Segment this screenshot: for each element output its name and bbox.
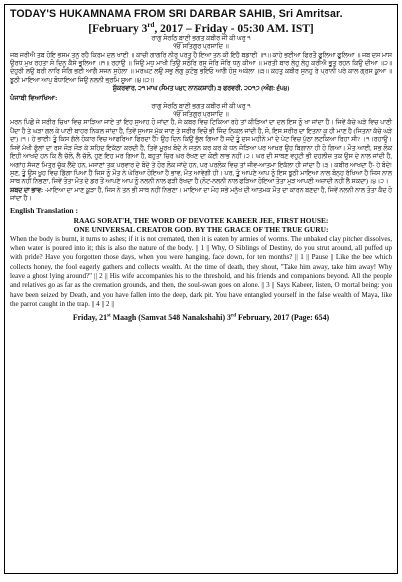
english-translation-text: When the body is burnt, it turns to ashes; if it is not cremated, then it is eaten by armies of worms. The unbaked clay pitcher dissolves, when water is poured into it; this is also the nature of the body. || 1 || Why, O Siblings of Destiny, do you strut around, all puffed up with pride? Have you forgotten those days, when you were hanging, face down, for ten months? || 1 || Pause || Like the bee which collects honey, the fool eagerly gathers and collects wealth. At the time of death, they shout, "Take him away, take him away! Why leave a ghost lying around?" || 2 || His wife accompanies his to the threshold, and his friends and companions beyond. All the people and relatives go as far as the cremation grounds, and then, the soul-swan goes on alone. || 3 || Says Kabeer, listen, O mortal being: you have been seized by Death, and you have fallen into the deep, dark pit. You have entangled yourself in the false wealth of Maya, like the parrot caught in the trap. || 4 || 2 || [10, 234, 392, 308]
date-superscript: rd [147, 21, 155, 29]
date-prefix: [February 3 [88, 22, 148, 35]
page-title: TODAY'S HUKAMNAMA FROM SRI DARBAR SAHIB, Sri Amritsar. [10, 8, 343, 20]
footer-date-line [5, 313, 397, 322]
english-raag-heading: RAAG SORAT'H, THE WORD OF DEVOTEE KABEER JEE, FIRST HOUSE: [73, 215, 329, 225]
footer-prefix: Friday, 21 [72, 313, 108, 323]
punjabi-explanation-text: ਮਰਨ ਪਿਛੋਂ ਜੇ ਸਰੀਰ ਚਿਖਾ ਵਿਚ ਸਾੜਿਆ ਜਾਏ ਤਾਂ ਇਹ ਸੁਆਹ ਹੋ ਜਾਂਦਾ ਹੈ, ਜੇ ਕਬਰ ਵਿਚ ਟਿਕਿਆ ਰਹੇ ਤਾਂ ਕੀੜਿਆਂ ਦਾ ਦਲ ਇਸ ਨੂੰ ਖਾ ਜਾਂਦਾ ਹੈ। ਜਿਵੇਂ ਕੱਚੇ ਘੜੇ ਵਿਚ ਪਾਣੀ ਪੈਂਦਾ ਹੈ ਤੇ ਘੜਾ ਗਲ ਕੇ ਪਾਣੀ ਬਾਹਰ ਨਿਕਲ ਜਾਂਦਾ ਹੈ, ਤਿਵੇਂ ਸੁਆਸ ਮੁੱਕ ਜਾਣ ਤੇ ਸਰੀਰ ਵਿਚੋਂ ਭੀ ਜਿੰਦ ਨਿਕਲ ਜਾਂਦੀ ਹੈ, ਸੋ, ਇਸ ਸਰੀਰ ਦਾ ਇਤਨਾ ਕੁ ਹੀ ਮਾਣ ਹੈ (ਜਿਤਨਾ ਕੱਚੇ ਘੜੇ ਦਾ)।੧। ਹੇ ਭਾਈ! ਤੂੰ ਕਿਸ ਗੱਲੇ ਹੰਕਾਰ ਵਿਚ ਆਫਰਿਆ ਫਿਰਦਾ ਹੈਂ? ਉਹ ਦਿਨ ਕਿਉਂ ਭੁੱਲ ਗਿਆ ਹੈਂ ਜਦੋਂ ਤੂੰ ਦਸ ਮਹੀਨੇ ਮਾਂ ਦੇ ਪੇਟ ਵਿਚ ਪੁੱਠਾ ਲਟਕਿਆ ਰਿਹਾ ਸੀ? ।੧।ਰਹਾਉ। ਜਿਵੇਂ ਮੱਖੀ ਫੁੱਲਾਂ ਦਾ ਰਸ ਜੋੜ ਜੋੜ ਕੇ ਸ਼ਹਿਦ ਇਕੱਠਾ ਕਰਦੀ ਹੈ, ਤਿਵੇਂ ਮੂਰਖ ਬੰਦੇ ਨੇ ਜਤਨ ਕਰ ਕਰ ਕੇ ਧਨ ਜੋੜਿਆ ਪਰ ਆਖ਼ਰ ਉਹ ਬਿਗਾਨਾ ਹੀ ਹੋ ਗਿਆ। ਮੌਤ ਆਈ, ਸਭ ਲੋਕ ਇਹੀ ਆਖਦੇ ਹਨ ਕਿ ਲੈ ਚੱਲੋ, ਲੈ ਚੱਲੋ, ਹੁਣ ਇਹ ਮਰ ਗਿਆ ਹੈ, ਬਹੁਤਾ ਚਿਰ ਘਰ ਰੱਖਣ ਦਾ ਕੋਈ ਲਾਭ ਨਹੀਂ।੨। ਘਰ ਦੀ ਸਾਥਣ ਵਹੁਟੀ ਭੀ ਦਹਲੀਜ਼ ਤਕ ਉਸ ਦੇ ਨਾਲ ਜਾਂਦੀ ਹੈ, ਅਗਾਂਹ ਸੱਜਣ ਮਿਤ੍ਰ ਚੁੱਕ ਲੈਂਦੇ ਹਨ, ਮਸਾਣਾਂ ਤਕ ਪਰਵਾਰ ਦੇ ਬੰਦੇ ਤੇ ਹੋਰ ਲੋਕ ਜਾਂਦੇ ਹਨ, ਪਰ ਪਰਲੋਕ ਵਿਚ ਤਾਂ ਜੀਵ-ਆਤਮਾ ਇਕੱਲਾ ਹੀ ਜਾਂਦਾ ਹੈ।੩। ਕਬੀਰ ਆਖਦਾ ਹੈ- ਹੇ ਬੰਦੇ! ਸੁਣ, ਤੂੰ ਉਸ ਖੂਹ ਵਿਚ ਡਿੱਗਾ ਪਿਆ ਹੈਂ ਜਿਸ ਨੂੰ ਮੌਤ ਨੇ ਘੇਰਿਆ ਹੋਇਆ ਹੈ ਭਾਵ, ਮੌਤ ਆਵੇਗੀ ਹੀ। ਪਰ, ਤੂੰ ਆਪਣੇ ਆਪ ਨੂੰ ਇਸ ਝੂਠੀ ਮਾਇਆ ਨਾਲ ਬੰਨ੍ਹ ਰੱਖਿਆ ਹੈ ਜਿਸ ਨਾਲ ਸਾਥ ਨਹੀਂ ਨਿਭਣਾ, ਜਿਵੇਂ ਤੋਤਾ ਮੌਤ ਦੇ ਡਰ ਤੋਂ ਆਪਣੇ ਆਪ ਨੂੰ ਨਲਨੀ ਨਾਲ ਫੜੀ ਰੱਖਦਾ ਹੈ (ਨੋਟ-ਨਲਨੀ ਨਾਲ ਫੜਿਆ ਹੋਇਆ ਤੋਤਾ ਮੁੜ ਆਪਣੀ ਅਜ਼ਾਦੀ ਨਹੀਂ ਲੈ ਸਕਦਾ)।੪।੨। [10, 119, 392, 186]
footer-suffix: February, 2017 (Page: 654) [236, 313, 330, 323]
shabad-meaning-text: -ਮਾਇਆ ਦਾ ਮਾਣ ਕੂੜਾ ਹੈ, ਜਿਸ ਨੇ ਤਨ ਭੀ ਸਾਥ ਨਹੀਂ ਨਿਭਣਾ। ਮਾਇਆ ਦਾ ਮੋਹ ਸਭੇ ਮਨੁੱਖ ਦੀ ਆਤਮਕ ਮੌਤ ਦਾ ਕਾਰਨ ਬਣਦਾ ਹੈ, ਜਿਵੇਂ ਨਲਨੀ ਨਾਲ ਤੋਤਾ ਕੈਦ ਹੋ ਜਾਂਦਾ ਹੈ। [10, 186, 392, 203]
footer-sup-1: st [107, 313, 111, 319]
gurbani-heading: ਰਾਗੁ ਸੋਰਠਿ ਬਾਣੀ ਭਗਤ ਕਬੀਰ ਜੀ ਕੀ ਘਰੁ ੧ [151, 34, 251, 42]
punjabi-explanation-label: ਪੰਜਾਬੀ ਵਿਆਖਿਆ: [10, 94, 58, 102]
english-translation-label: English Translation : [10, 205, 79, 215]
shabad-meaning-label: ਸ਼ਬਦ ਦਾ ਭਾਵ: [10, 186, 44, 194]
english-onkar-heading: ONE UNIVERSAL CREATOR GOD. BY THE GRACE OF THE TRUE GURU: [73, 225, 329, 235]
punjabi-explanation-heading: ਰਾਗੁ ਸੋਰਠਿ ਬਾਣੀ ਭਗਤ ਕਬੀਰ ਜੀ ਕੀ ਘਰੁ ੧ [151, 102, 251, 110]
footer-sup-2: rd [231, 313, 237, 319]
shabad-meaning [10, 187, 392, 204]
gurbani-mool-mantar: ੴ ਸਤਿਗੁਰ ਪ੍ਰਸਾਦਿ ॥ [173, 43, 229, 51]
footer-middle: Maagh (Samvat 548 Nanakshahi) 3 [110, 313, 232, 323]
punjabi-date-line: ਸ਼ੁੱਕਰਵਾਰ, ੨੧ ਮਾਘ (ਸੰਮਤ ੫੪੮ ਨਾਨਕਸ਼ਾਹੀ) ੩ ਫਰਵਰੀ, ੨੦੧੭ (ਅੰਗ: ੬੫੪) [112, 85, 290, 93]
hukamnama-page [4, 4, 398, 574]
date-line [5, 21, 397, 35]
gurbani-text: ਜਬ ਜਰੀਐ ਤਬ ਹੋਇ ਭਸਮ ਤਨੁ ਰਹੈ ਕਿਰਮ ਦਲ ਖਾਈ ॥ ਕਾਚੀ ਗਾਗਰਿ ਨੀਰੁ ਪਰਤੁ ਹੈ ਇਆ ਤਨ ਕੀ ਇਹੈ ਬਡਾਈ ॥੧॥ ਕਾਹੇ ਭਈਆ ਫਿਰਤੌ ਫੂਲਿਆ ਫੂਲਿਆ ॥ ਜਬ ਦਸ ਮਾਸ ਉਰਧ ਮੁਖ ਰਹਤਾ ਸੋ ਦਿਨੁ ਕੈਸੇ ਭੂਲਿਆ ॥੧॥ ਰਹਾਉ ॥ ਜਿਉ ਮਧੁ ਮਾਖੀ ਤਿਉ ਸਠੋਰਿ ਰਸੁ ਜੋਰਿ ਜੋਰਿ ਧਨੁ ਕੀਆ ॥ ਮਰਤੀ ਬਾਰ ਲੇਹੁ ਲੇਹੁ ਕਰੀਐ ਭੂਤੁ ਰਹਨ ਕਿਉ ਦੀਆ ॥੨॥ ਦੇਹੁਰੀ ਲਉ ਬਰੀ ਨਾਰਿ ਸੰਗਿ ਭਈ ਆਗੈ ਸਜਨ ਸੁਹੇਲਾ ॥ ਮਰਘਟ ਲਉ ਸਭੁ ਲੋਗੁ ਕੁਟੰਬੁ ਭਇਓ ਆਗੈ ਹੰਸੁ ਅਕੇਲਾ ॥੩॥ ਕਹਤੁ ਕਬੀਰ ਸੁਨਹੁ ਰੇ ਪ੍ਰਾਨੀ ਪਰੇ ਕਾਲ ਗ੍ਰਸ ਕੂਆ ॥ ਝੂਠੀ ਮਾਇਆ ਆਪੁ ਬੰਧਾਇਆ ਜਿਉ ਨਲਨੀ ਭ੍ਰਮਿ ਸੂਆ ॥੪॥੨॥ [10, 51, 392, 84]
date-suffix: , 2017 – Friday - 05:30 AM. IST] [154, 22, 314, 35]
punjabi-explanation-mool-mantar: ੴ ਸਤਿਗੁਰ ਪ੍ਰਸਾਦਿ ॥ [173, 111, 229, 119]
